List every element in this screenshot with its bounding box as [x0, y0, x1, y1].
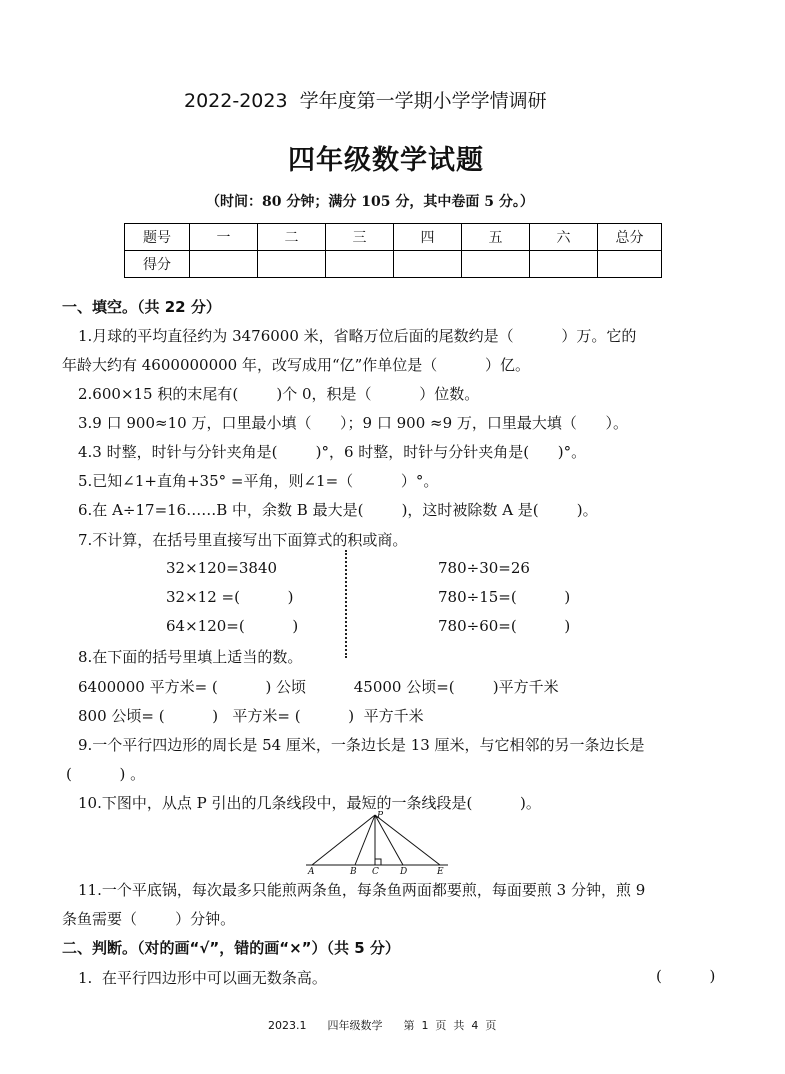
segment-pe	[375, 815, 440, 865]
question-text: 年龄大约有 4600000000 年，改写成用“亿”作单位是（ ）亿。	[62, 356, 530, 374]
answer-paren[interactable]: ( )	[656, 967, 716, 985]
calc-item: 64×120=( )	[166, 617, 299, 635]
score-table-cell: 六	[530, 224, 598, 251]
calc-item: 780÷60=( )	[438, 617, 571, 635]
page-footer: 2023.1 四年级数学 第 1 页 共 4 页	[268, 1019, 497, 1032]
score-input-cell[interactable]	[258, 251, 326, 278]
segment-figure	[300, 810, 460, 876]
score-input-cell[interactable]	[598, 251, 662, 278]
question-text: 4.3 时整，时针与分针夹角是( )°，6 时整，时针与分针夹角是( )°。	[78, 443, 587, 461]
question-text: ( ) 。	[66, 765, 146, 783]
score-input-cell[interactable]	[394, 251, 462, 278]
question-text: 8.在下面的括号里填上适当的数。	[78, 648, 303, 666]
question-text: 1.月球的平均直径约为 3476000 米，省略万位后面的尾数约是（ ）万。它的	[78, 327, 637, 345]
question-text: 5.已知∠1+直角+35° =平角，则∠1=（ ）°。	[78, 472, 439, 490]
point-label: C	[372, 867, 379, 876]
question-text: 2.600×15 积的末尾有( )个 0，积是（ ）位数。	[78, 385, 480, 403]
question-text: 条鱼需要（ ）分钟。	[62, 910, 236, 928]
calc-item: 780÷15=( )	[438, 588, 571, 606]
score-table-header-row	[125, 224, 662, 251]
question-text: 6400000 平方米= ( ) 公顷 45000 公顷=( )平方千米	[78, 678, 559, 696]
score-table-score-row	[125, 251, 662, 278]
calc-item: 32×120=3840	[166, 559, 278, 577]
calc-item: 32×12 =( )	[166, 588, 294, 606]
question-text: 7.不计算，在括号里直接写出下面算式的积或商。	[78, 531, 408, 549]
question-text: 10.下图中，从点 P 引出的几条线段中，最短的一条线段是( )。	[78, 794, 541, 812]
column-divider	[345, 550, 347, 658]
exam-year-line: 2022-2023 学年度第一学期小学学情调研	[184, 90, 547, 112]
score-table-cell: 一	[190, 224, 258, 251]
right-angle-mark	[375, 859, 381, 865]
question-text: 11.一个平底锅，每次最多只能煎两条鱼，每条鱼两面都要煎，每面要煎 3 分钟，煎 9	[78, 881, 646, 899]
section-heading: 二、判断。（对的画“√”，错的画“×”）（共 5 分）	[62, 939, 400, 957]
question-text: 800 公顷= ( ) 平方米= ( ) 平方千米	[78, 707, 424, 725]
point-label: A	[308, 867, 315, 876]
score-input-cell[interactable]	[462, 251, 530, 278]
calc-item: 780÷30=26	[438, 559, 530, 577]
score-input-cell[interactable]	[326, 251, 394, 278]
point-label: D	[400, 867, 408, 876]
question-text: 6.在 A÷17=16……B 中，余数 B 最大是( )，这时被除数 A 是( )。	[78, 501, 598, 519]
score-input-cell[interactable]	[190, 251, 258, 278]
score-table-cell: 总分	[598, 224, 662, 251]
score-table-cell: 三	[326, 224, 394, 251]
score-table-cell: 五	[462, 224, 530, 251]
point-label: E	[437, 867, 444, 876]
point-label: P	[377, 811, 384, 821]
question-text: 9.一个平行四边形的周长是 54 厘米，一条边长是 13 厘米，与它相邻的另一条边长是	[78, 736, 645, 754]
score-input-cell[interactable]	[530, 251, 598, 278]
point-label: B	[350, 867, 357, 876]
section-heading: 一、填空。（共 22 分）	[62, 298, 221, 316]
page-title: 四年级数学试题	[288, 145, 484, 176]
question-text: 3.9 口 900≈10 万，口里最小填（ ）；9 口 900 ≈9 万，口里最大填（ ）。	[78, 414, 629, 432]
question-text: 1. 在平行四边形中可以画无数条高。	[78, 969, 327, 987]
segment-pd	[375, 815, 403, 865]
score-table-cell: 四	[394, 224, 462, 251]
segment-pa	[312, 815, 375, 865]
score-table-cell: 得分	[125, 251, 190, 278]
score-table	[124, 223, 662, 278]
score-table-cell: 二	[258, 224, 326, 251]
exam-subtitle: （时间：80 分钟；满分 105 分，其中卷面 5 分。）	[206, 194, 534, 210]
score-table-cell: 题号	[125, 224, 190, 251]
